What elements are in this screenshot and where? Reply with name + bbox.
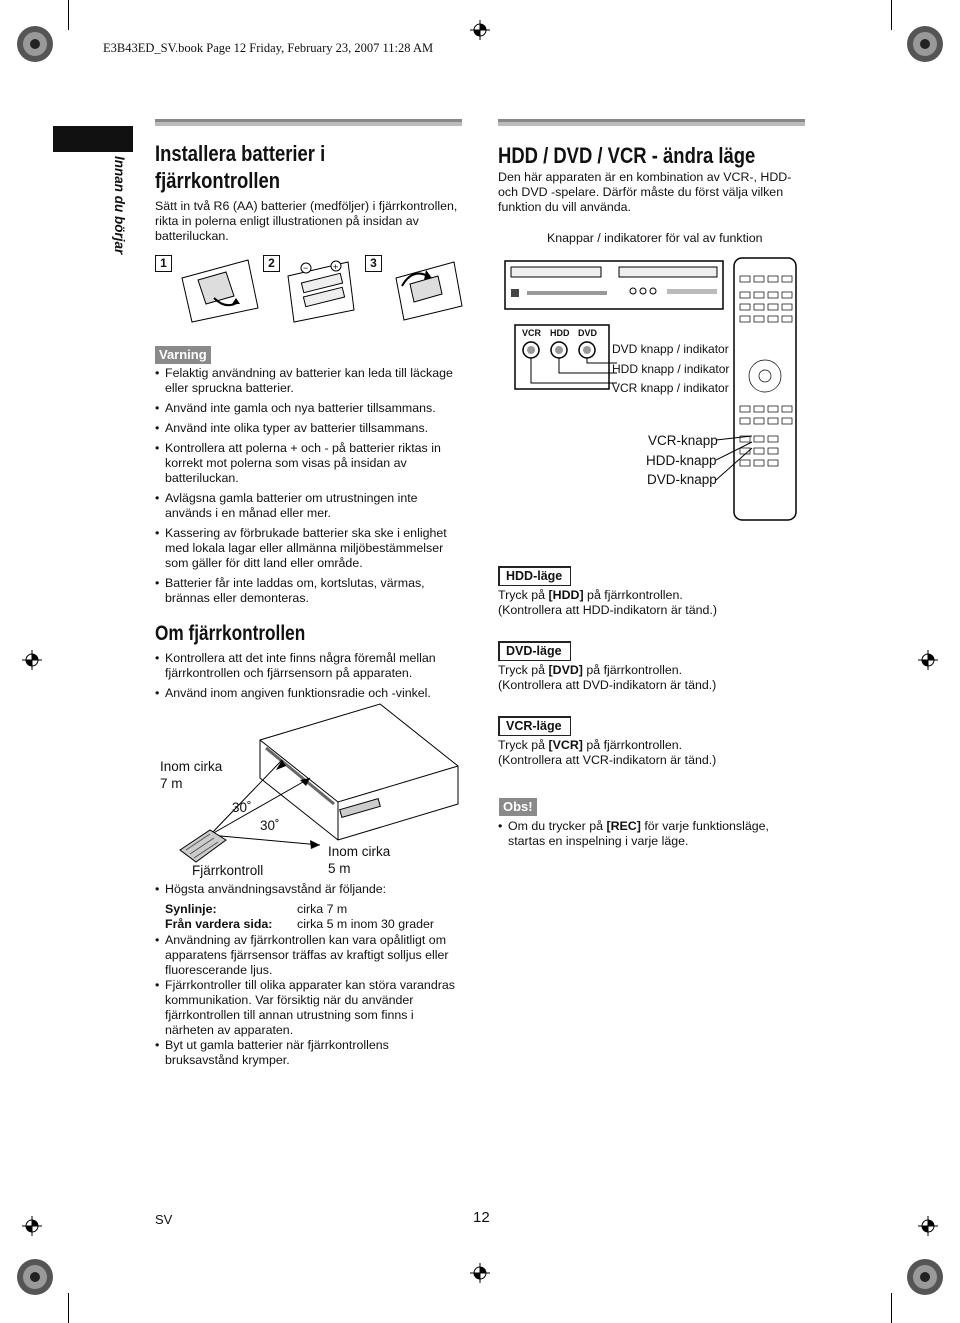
device-front-panel <box>497 255 729 317</box>
registration-mark <box>22 650 42 670</box>
distance-5m-label: Inom cirka 5 m <box>328 844 391 876</box>
step-number: 3 <box>365 255 382 272</box>
warning-list <box>155 366 460 611</box>
vcr-button-label: VCR-knapp <box>648 433 718 448</box>
battery-title: Installera batterier i fjärrkontrollen <box>155 141 326 193</box>
remote-bullets <box>155 651 460 706</box>
dvd-indicator-label: DVD knapp / indikator <box>612 342 729 356</box>
vcr-mode-text: Tryck på [VCR] på fjärrkontrollen. (Kontrollera att VCR-indikatorn är tänd.) <box>498 738 717 767</box>
book-header: E3B43ED_SV.book Page 12 Friday, February 23, 2007 11:28 AM <box>103 41 434 55</box>
distance-7m-label: Inom cirka 7 m <box>160 759 223 791</box>
vcr-indicator-label: VCR knapp / indikator <box>612 381 729 395</box>
angle-label: 30˚ <box>232 800 252 815</box>
distance-label: Från vardera sida: <box>165 917 273 931</box>
page-number: 12 <box>473 1209 490 1226</box>
list-item: • Avlägsna gamla batterier om utrustningen inte används i en månad eller mer. <box>155 491 460 521</box>
note-label: Obs! <box>499 798 537 816</box>
list-item: • Kassering av förbrukade batterier ska ske i enlighet med lokala lagar eller allmänna miljöbestämmelser som gäller för ditt land eller område. <box>155 526 460 571</box>
mode-section-title: HDD / DVD / VCR - ändra läge <box>498 143 756 168</box>
registration-mark <box>470 1263 490 1283</box>
list-item: • Högsta användningsavstånd är följande: <box>155 882 460 897</box>
list-item: • Kontrollera att polerna + och - på batterier riktas in korrekt mot polerna som visas på insidan av batteriluckan. <box>155 441 460 486</box>
remote-notes-list <box>155 933 460 1068</box>
registration-mark <box>918 1216 938 1236</box>
table-row <box>165 902 434 917</box>
battery-intro: Sätt in två R6 (AA) batterier (medföljer) i fjärrkontrollen, rikta in polerna enligt illustrationen på insidan av batteriluckan. <box>155 199 458 243</box>
crop-mark <box>891 0 892 30</box>
list-item: • Använd inom angiven funktionsradie och -vinkel. <box>155 686 460 701</box>
vcr-mode-label: VCR-läge <box>498 716 571 736</box>
section-rule <box>498 119 805 126</box>
list-item: • Använd inte olika typer av batterier tillsammans. <box>155 421 460 436</box>
svg-text:−: − <box>303 263 309 273</box>
list-item: • Felaktig användning av batterier kan leda till läckage eller spruckna batterier. <box>155 366 460 396</box>
list-item: • Använd inte gamla och nya batterier tillsammans. <box>155 401 460 416</box>
mode-intro: Den här apparaten är en kombination av VCR-, HDD- och DVD -spelare. Därför måste du först välja vilken funktion du vill använda. <box>498 170 792 214</box>
battery-step3-illustration <box>392 258 464 324</box>
battery-step2-illustration <box>284 258 356 324</box>
crop-mark <box>68 1293 69 1323</box>
distance-value: cirka 7 m <box>297 902 348 916</box>
list-item: • Användning av fjärrkontrollen kan vara opålitligt om apparatens fjärrsensor träffas av kraftigt solljus eller fluorescerande ljus. <box>155 933 460 978</box>
battery-step1-illustration <box>178 258 260 324</box>
step-number: 2 <box>263 255 280 272</box>
distance-value: cirka 5 m inom 30 grader <box>297 917 435 931</box>
list-item: • Om du trycker på [REC] för varje funktionsläge, startas en inspelning i varje läge. <box>498 819 798 849</box>
note-list <box>498 819 798 854</box>
starburst-mark <box>905 1257 945 1297</box>
dvd-mode-label: DVD-läge <box>498 641 571 661</box>
starburst-mark <box>15 1257 55 1297</box>
crop-mark <box>68 0 69 30</box>
hdd-mode-label: HDD-läge <box>498 566 571 586</box>
list-item: • Fjärrkontroller till olika apparater kan störa varandras kommunikation. Var försiktig när du använder fjärrkontrollen till annan utrustning som finns i närheten av apparaten. <box>155 978 460 1038</box>
starburst-mark <box>905 24 945 64</box>
footer-language: SV <box>155 1212 173 1227</box>
hdd-button-label: HDD-knapp <box>646 453 717 468</box>
distance-table <box>165 902 434 932</box>
buttons-caption: Knappar / indikatorer för val av funktion <box>547 231 763 245</box>
section-label: Innan du börjar <box>112 156 127 255</box>
hdd-mode-text: Tryck på [HDD] på fjärrkontrollen. (Kontrollera att HDD-indikatorn är tänd.) <box>498 588 717 617</box>
indicator-tag-hdd: HDD <box>550 328 570 338</box>
step-number: 1 <box>155 255 172 272</box>
leader-lines <box>716 430 756 490</box>
section-tab <box>53 126 133 152</box>
hdd-indicator-label: HDD knapp / indikator <box>612 362 730 376</box>
indicator-tag-dvd: DVD <box>578 328 598 338</box>
table-row <box>165 917 434 932</box>
warning-label: Varning <box>155 346 211 364</box>
remote-section-title: Om fjärrkontrollen <box>155 622 306 645</box>
remote-label: Fjärrkontroll <box>192 863 264 878</box>
angle-label: 30˚ <box>260 818 280 833</box>
svg-text:+: + <box>333 262 339 272</box>
section-rule <box>155 119 462 126</box>
list-item: • Batterier får inte laddas om, kortslutas, värmas, brännas eller demonteras. <box>155 576 460 606</box>
dvd-mode-text: Tryck på [DVD] på fjärrkontrollen. (Kontrollera att DVD-indikatorn är tänd.) <box>498 663 717 692</box>
dvd-button-label: DVD-knapp <box>647 472 717 487</box>
starburst-mark <box>15 24 55 64</box>
distance-label: Synlinje: <box>165 902 217 916</box>
indicator-tag-vcr: VCR <box>522 328 542 338</box>
list-item: • Byt ut gamla batterier när fjärrkontrollens bruksavstånd krymper. <box>155 1038 460 1068</box>
distance-intro-list <box>155 882 460 899</box>
list-item: • Kontrollera att det inte finns några föremål mellan fjärrkontrollen och fjärrsensorn på apparaten. <box>155 651 460 681</box>
registration-mark <box>918 650 938 670</box>
crop-mark <box>891 1293 892 1323</box>
registration-mark <box>22 1216 42 1236</box>
registration-mark <box>470 20 490 40</box>
